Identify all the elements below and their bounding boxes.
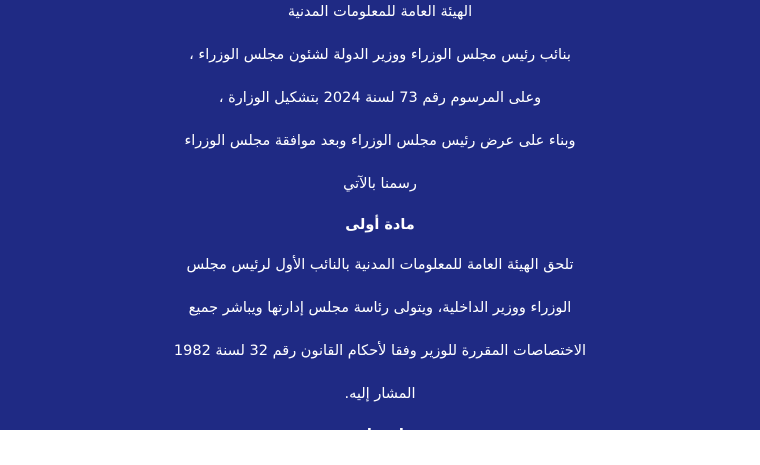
heading-article-one: مادة أولى xyxy=(345,217,415,234)
paragraph-deputy-pm xyxy=(60,45,700,66)
paragraph-decree-reference xyxy=(60,88,700,109)
text-line: المشار إليه. xyxy=(344,386,416,403)
paragraph-decreed xyxy=(60,174,700,195)
text-line: الوزراء ووزير الداخلية، ويتولى رئاسة مجلس إدارتها ويباشر جميع xyxy=(188,300,572,317)
text-line: وبناء على عرض رئيس مجلس الوزراء وبعد موافقة مجلس الوزراء xyxy=(184,133,576,150)
document-body xyxy=(60,0,700,465)
text-line: رسمنا بالآتي xyxy=(343,176,417,193)
paragraph-article-one-body xyxy=(60,255,700,405)
text-line: الهيئة العامة للمعلومات المدنية xyxy=(287,4,473,20)
paragraph-authority xyxy=(60,2,700,23)
text-line: تلحق الهيئة العامة للمعلومات المدنية بالنائب الأول لرئيس مجلس xyxy=(186,257,574,274)
paragraph-cabinet-approval xyxy=(60,131,700,152)
text-line: وعلى المرسوم رقم 73 لسنة 2024 بتشكيل الوزارة ، xyxy=(218,90,542,107)
heading-article-two: مادة ثانية xyxy=(346,427,414,444)
text-line: الاختصاصات المقررة للوزير وفقا لأحكام القانون رقم 32 لسنة 1982 xyxy=(173,343,587,360)
text-line: بنائب رئيس مجلس الوزراء ووزير الدولة لشئون مجلس الوزراء ، xyxy=(189,47,571,64)
